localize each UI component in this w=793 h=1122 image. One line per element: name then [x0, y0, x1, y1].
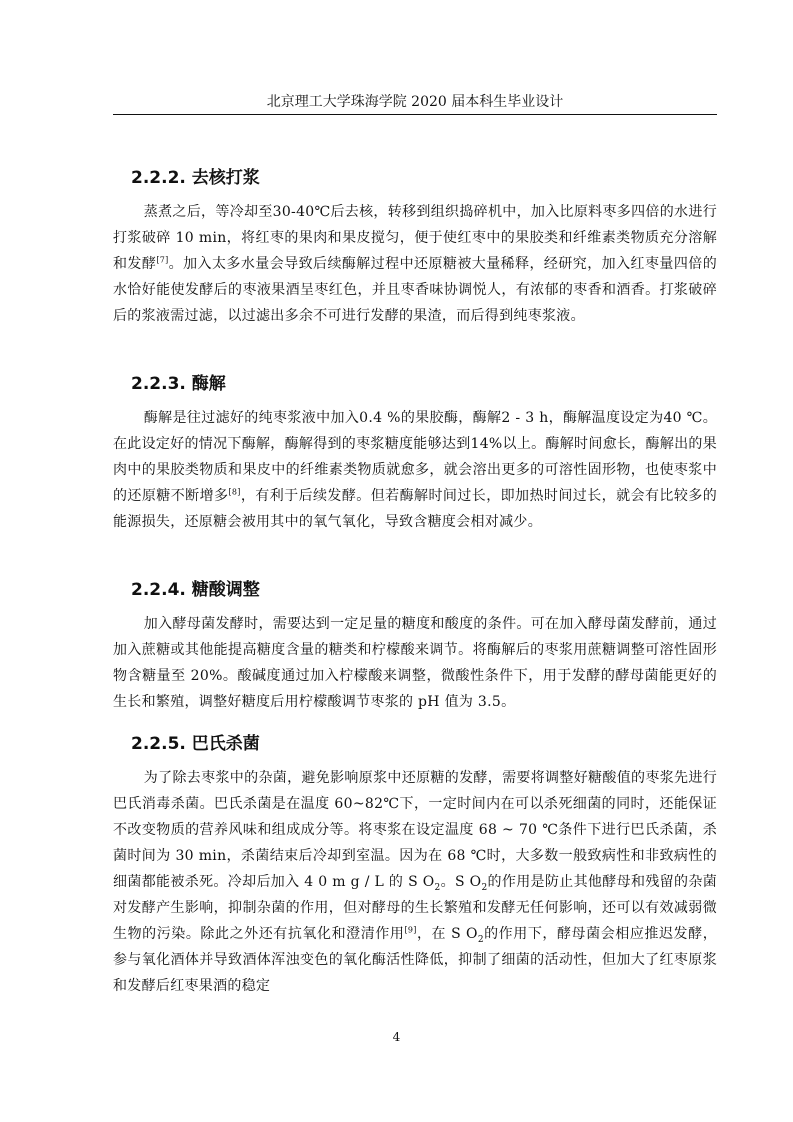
section-paragraph: 加入酵母菌发酵时，需要达到一定足量的糖度和酸度的条件。可在加入酵母菌发酵前，通过加入蔗糖或其他能提高糖度含量的糖类和柠檬酸来调节。将酶解后的枣浆用蔗糖调整可溶性固形物含糖量至 20%。酸碱度通过加入柠檬酸来调整，微酸性条件下，用于发酵的酵母菌能更好的生长和繁殖，调整好糖度后用柠檬酸调节枣浆的 pH 值为 3.5。	[113, 616, 717, 710]
section-paragraph: 为了除去枣浆中的杂菌，避免影响原浆中还原糖的发酵，需要将调整好糖酸值的枣浆先进行巴氏消毒杀菌。巴氏杀菌是在温度 60~82℃下，一定时间内在可以杀死细菌的同时，还能保证不改变物质的营养风味和组成成分等。将枣浆在设定温度 68 ~ 70 ℃条件下进行巴氏杀菌，杀菌时间为 30 min，杀菌结束后冷却到室温。因为在 68 ℃时，大多数一般致病性和非致病性的细菌都能被杀死。冷却后加入 4 0 m g / L 的 S $O_2$。S $O_2$的作用是防止其他酵母和残留的杂菌对发酵产生影响，抑制杂菌的作用，但对酵母的生长繁殖和发酵无任何影响，还可以有效减弱微生物的污染。除此之外还有抗氧化和澄清作用[9]，在 S $O_2$的作用下，酵母菌会相应推迟发酵，参与氧化酒体并导致酒体浑浊变色的氧化酶活性降低，抑制了细菌的活动性，但加大了红枣原浆和发酵后红枣果酒的稳定	[113, 770, 718, 994]
page-number: 4	[392, 1030, 401, 1044]
section-2-2-4	[113, 577, 717, 715]
section-2-2-5	[113, 731, 717, 999]
section-heading: 2.2.3. 酶解	[131, 374, 226, 394]
section-paragraph: 酶解是往过滤好的纯枣浆液中加入0.4 %的果胶酶，酶解2 - 3 h，酶解温度设定为40 ℃。在此设定好的情况下酶解，酶解得到的枣浆糖度能够达到14%以上。酶解时间愈长，酶解出的果肉中的果胶类物质和果皮中的纤维素类物质就愈多，就会溶出更多的可溶性固形物，也使枣浆中的还原糖不断增多[8]，有利于后续发酵。但若酶解时间过长，即加热时间过长，就会有比较多的能源损失，还原糖会被用其中的氧气氧化，导致含糖度会相对减少。	[113, 410, 718, 530]
section-2-2-2	[113, 165, 717, 329]
header-rule	[113, 114, 717, 115]
citation: [7]	[156, 255, 169, 265]
section-heading: 2.2.5. 巴氏杀菌	[131, 734, 260, 754]
citation: [8]	[228, 487, 241, 497]
citation: [9]	[404, 925, 417, 935]
section-2-2-3	[113, 371, 717, 535]
section-paragraph: 蒸煮之后，等冷却至30-40℃后去核，转移到组织捣碎机中，加入比原料枣多四倍的水进行打浆破碎 10 min，将红枣的果肉和果皮搅匀，便于使红枣中的果胶类和纤维素类物质充分溶解和发酵[7]。加入太多水量会导致后续酶解过程中还原糖被大量稀释，经研究，加入红枣量四倍的水恰好能使发酵后的枣液果酒呈枣红色，并且枣香味协调悦人，有浓郁的枣香和酒香。打浆破碎后的浆液需过滤，以过滤出多余不可进行发酵的果渣，而后得到纯枣浆液。	[113, 204, 717, 324]
page-header: 北京理工大学珠海学院 2020 届本科生毕业设计	[266, 94, 564, 110]
section-heading: 2.2.2. 去核打浆	[131, 168, 260, 188]
section-heading: 2.2.4. 糖酸调整	[131, 580, 260, 600]
